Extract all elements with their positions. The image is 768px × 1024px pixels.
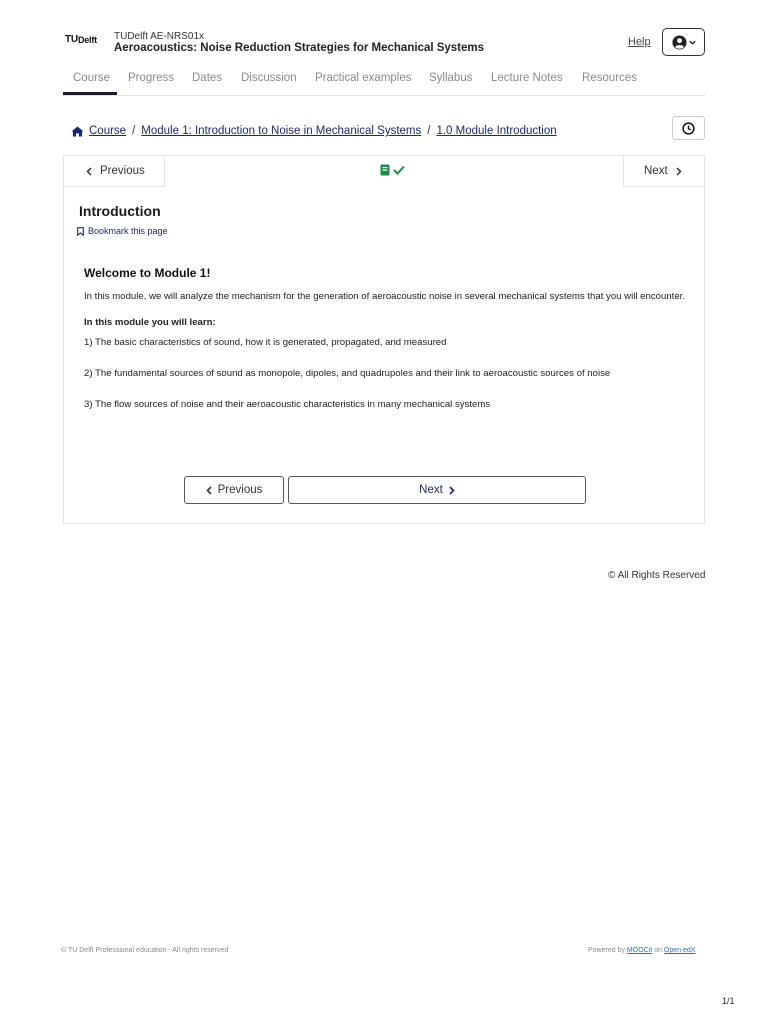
rights-notice: © All Rights Reserved: [608, 570, 706, 581]
learning-objectives-heading: In this module you will learn:: [84, 317, 216, 328]
breadcrumb-separator: /: [132, 125, 136, 137]
lesson-heading: Welcome to Module 1!: [84, 266, 211, 280]
help-link[interactable]: Help: [628, 36, 651, 48]
tab-course[interactable]: Course: [73, 72, 111, 84]
page-count: 1/1: [722, 996, 735, 1006]
bookmark-icon: [77, 227, 84, 236]
sequence-next-button[interactable]: [623, 156, 704, 187]
sequence-navigation: [64, 156, 704, 187]
breadcrumb-unit[interactable]: 1.0 Module Introduction: [436, 125, 557, 137]
bookmark-label: Bookmark this page: [88, 226, 168, 236]
breadcrumb-separator: /: [427, 125, 431, 137]
bottom-previous-button[interactable]: [184, 476, 284, 504]
user-circle-icon: [672, 35, 687, 50]
bottom-next-button[interactable]: [288, 476, 586, 504]
course-tabs: [63, 64, 705, 96]
bookmark-button[interactable]: [77, 226, 168, 236]
logo-word: Delft: [77, 35, 97, 45]
chevron-right-icon: [449, 486, 455, 495]
footer-copyright: © TU Delft Professional education - All rights reserved: [61, 947, 229, 954]
sequence-previous-label: Previous: [100, 165, 145, 177]
chevron-left-icon: [206, 486, 212, 495]
tab-practical-examples[interactable]: Practical examples: [315, 72, 412, 84]
footer-powered-by: [588, 947, 695, 954]
course-code: TUDelft AE-NRS01x: [114, 31, 205, 42]
powered-by-text: Powered by: [588, 947, 625, 954]
on-text: on: [654, 947, 662, 954]
tab-discussion[interactable]: Discussion: [241, 72, 297, 84]
unit-content-card: [63, 155, 705, 524]
sequence-unit-tab[interactable]: [380, 164, 405, 176]
tudelft-logo[interactable]: [65, 34, 97, 45]
bottom-previous-label: Previous: [217, 484, 263, 496]
learning-objective: 2) The fundamental sources of sound as monopole, dipoles, and quadrupoles and their link to aeroacoustic sources of noise: [84, 368, 611, 379]
schedule-button[interactable]: [672, 116, 705, 140]
unit-title: Introduction: [79, 203, 161, 219]
learning-objective: 3) The flow sources of noise and their aeroacoustic characteristics in many mechanical systems: [84, 399, 491, 410]
breadcrumb: [71, 123, 557, 139]
breadcrumb-course[interactable]: Course: [89, 125, 127, 137]
logo-mark: TU: [65, 34, 78, 45]
tab-lecture-notes[interactable]: Lecture Notes: [491, 72, 563, 84]
bottom-next-label: Next: [419, 484, 443, 496]
course-title: Aeroacoustics: Noise Reduction Strategies for Mechanical Systems: [114, 42, 485, 54]
chevron-left-icon: [86, 167, 92, 176]
site-header: [63, 28, 705, 60]
clock-icon: [682, 122, 695, 135]
book-icon: [380, 164, 390, 176]
check-icon: [393, 165, 405, 175]
learning-objective: 1) The basic characteristics of sound, how it is generated, propagated, and measured: [84, 337, 447, 348]
tab-syllabus[interactable]: Syllabus: [429, 72, 473, 84]
home-icon[interactable]: [71, 126, 84, 137]
user-menu-button[interactable]: [662, 28, 705, 56]
sequence-next-label: Next: [644, 165, 668, 177]
tab-resources[interactable]: Resources: [582, 72, 637, 84]
chevron-down-icon: [689, 39, 696, 46]
tab-dates[interactable]: Dates: [192, 72, 223, 84]
breadcrumb-module[interactable]: Module 1: Introduction to Noise in Mechanical Systems: [141, 125, 422, 137]
openedx-link[interactable]: Open edX: [663, 947, 696, 954]
moocit-link[interactable]: MOOCit: [626, 947, 653, 954]
sequence-previous-button[interactable]: [64, 156, 165, 187]
lesson-body: [84, 266, 689, 428]
tab-progress[interactable]: Progress: [128, 72, 175, 84]
lesson-intro: In this module, we will analyze the mechanism for the generation of aeroacoustic noise in several mechanical systems that you will encounter.: [84, 291, 685, 302]
chevron-right-icon: [676, 167, 682, 176]
active-tab-indicator: [63, 92, 117, 95]
